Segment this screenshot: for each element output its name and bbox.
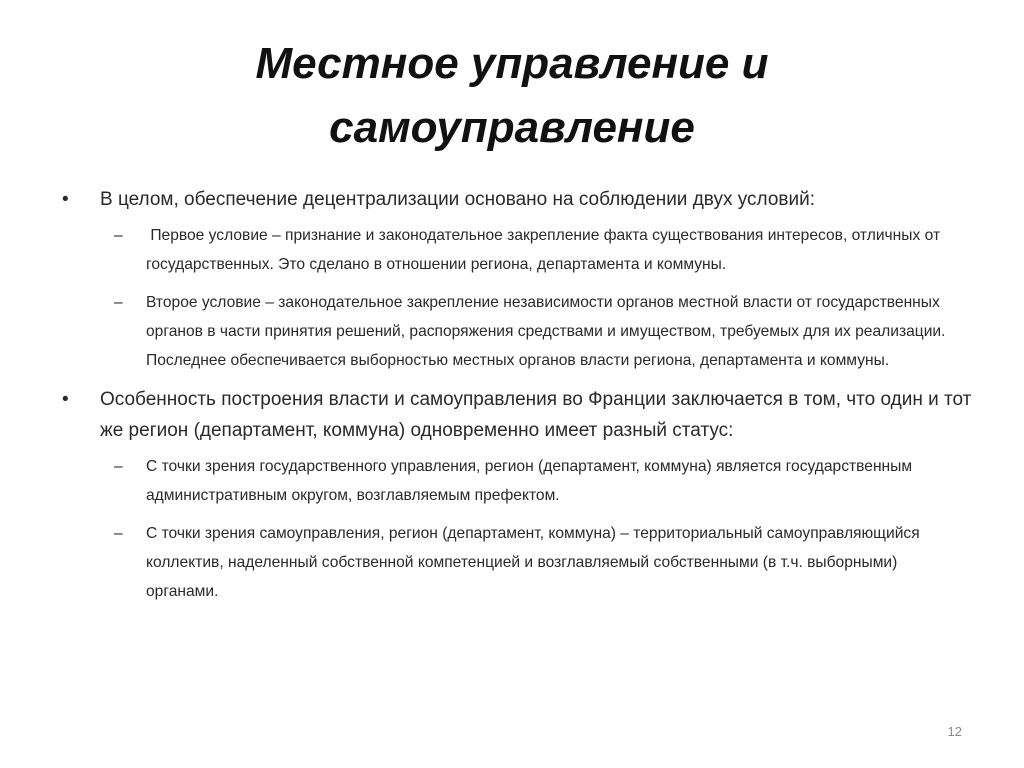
sub-item-1-2 — [62, 288, 972, 375]
bullet-icon: • — [62, 189, 69, 210]
sub-item-2-1-text: С точки зрения государственного управления, регион (департамент, коммуна) является государственным административным округом, возглавляемым префектом. — [146, 458, 913, 504]
sub-item-1-1 — [62, 221, 972, 279]
sub-item-1-2-text: Второе условие – законодательное закрепление независимости органов местной власти от государственных органов в части принятия решений, распоряжения средствами и имуществом, требуемых для их реализации. Последнее обеспечивается выборностью местных органов власти региона, департамента и коммуны. — [146, 294, 946, 369]
bullet-icon: • — [62, 389, 69, 410]
dash-icon: – — [114, 294, 123, 311]
dash-icon: – — [114, 525, 123, 542]
bullet-item-1 — [62, 184, 972, 215]
bullet-item-1-text: В целом, обеспечение децентрализации основано на соблюдении двух условий: — [100, 189, 815, 210]
dash-icon: – — [114, 458, 123, 475]
sub-item-2-2 — [62, 519, 972, 606]
bullet-item-2 — [62, 384, 972, 446]
bullet-item-2-text: Особенность построения власти и самоуправления во Франции заключается в том, что один и тот же регион (департамент, коммуна) одновременно имеет разный статус: — [100, 389, 972, 441]
page-number: 12 — [947, 724, 962, 739]
sub-item-1-1-text: Первое условие – признание и законодательное закрепление факта существования интересов, отличных от государственных. Это сделано в отношении региона, департамента и коммуны. — [146, 227, 945, 273]
dash-icon: – — [114, 227, 123, 244]
sub-item-2-1 — [62, 452, 972, 510]
slide-title — [150, 32, 874, 160]
sub-item-2-2-text: С точки зрения самоуправления, регион (департамент, коммуна) – территориальный самоуправляющийся коллектив, наделенный собственной компетенцией и возглавляемый собственными (в т.ч. выборными) органами. — [146, 525, 920, 600]
slide-title-line-2: самоуправление — [329, 103, 695, 152]
bullet-list — [62, 184, 972, 615]
slide-title-line-1: Местное управление и — [255, 39, 769, 88]
